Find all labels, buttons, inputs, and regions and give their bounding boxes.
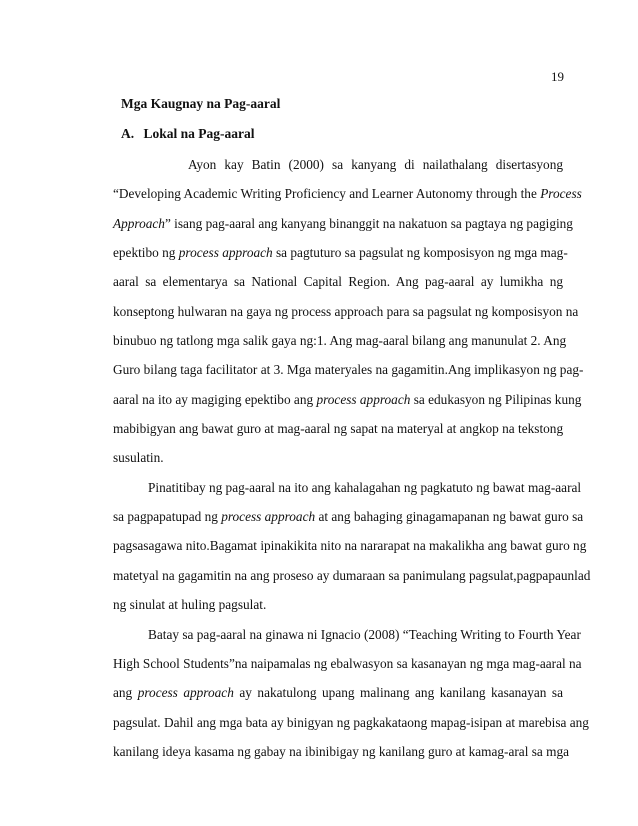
section-heading: Mga Kaugnay na Pag-aaral: [121, 96, 281, 111]
paragraph-3-line-5: kanilang ideya kasama ng gabay na ibinibigay ng kanilang guro at kamag-aral sa mga: [113, 743, 570, 759]
subsection-title: Lokal na Pag-aaral: [143, 126, 255, 141]
subsection-letter: A.: [121, 126, 135, 141]
paragraph-3-line-2: High School Students”na naipamalas ng ebalwasyon sa kasanayan ng mga mag-aaral na: [113, 655, 582, 671]
paragraph-1-line-3: Approach” isang pag-aaral ang kanyang binanggit na nakatuon sa pagtaya ng pagiging: [113, 215, 573, 231]
paragraph-1-line-9: aaral na ito ay magiging epektibo ang process approach sa edukasyon ng Pilipinas kung: [113, 391, 582, 407]
paragraph-1-line-11: susulatin.: [113, 450, 164, 466]
paragraph-2-line-3: pagsasagawa nito.Bagamat ipinakikita nito na nararapat na makalikha ang bawat guro ng: [113, 538, 587, 554]
paragraph-2-line-4: matetyal na gagamitin na ang proseso ay dumaraan sa panimulang pagsulat,pagpapaunlad: [113, 567, 591, 583]
subsection-heading: [121, 126, 255, 142]
paragraph-2-line-1: Pinatitibay ng pag-aaral na ito ang kahalagahan ng pagkatuto ng bawat mag-aaral: [148, 479, 582, 495]
paragraph-1-line-10: mabibigyan ang bawat guro at mag-aaral ng sapat na materyal at angkop na tekstong: [113, 421, 564, 437]
paragraph-3-line-4: pagsulat. Dahil ang mga bata ay binigyan ng pagkakataong mapag-isipan at marebisa ang: [113, 714, 589, 730]
paragraph-1-line-6: konseptong hulwaran na gaya ng process approach para sa pagsulat ng komposisyon na: [113, 303, 579, 319]
paragraph-1-line-7: binubuo ng tatlong mga salik gaya ng:1. Ang mag-aaral bilang ang manunulat 2. Ang: [113, 333, 567, 349]
paragraph-1-line-1: Ayon kay Batin (2000) sa kanyang di nailathalang disertasyong: [188, 157, 563, 172]
paragraph-1-line-4: epektibo ng process approach sa pagtuturo sa pagsulat ng komposisyon ng mga mag-: [113, 245, 568, 261]
page-number: 19: [551, 69, 564, 84]
paragraph-2-line-5: ng sinulat at huling pagsulat.: [113, 597, 267, 613]
paragraph-3-line-3: ang process approach ay nakatulong upang malinang ang kanilang kasanayan sa: [113, 685, 563, 701]
paragraph-1-line-2: “Developing Academic Writing Proficiency and Learner Autonomy through the Process: [113, 186, 582, 202]
paragraph-1-line-8: Guro bilang taga facilitator at 3. Mga materyales na gagamitin.Ang implikasyon ng pag-: [113, 362, 584, 378]
paragraph-2-line-2: sa pagpapatupad ng process approach at ang bahaging ginagamapanan ng bawat guro sa: [113, 509, 584, 525]
paragraph-3-line-1: Batay sa pag-aaral na ginawa ni Ignacio (2008) “Teaching Writing to Fourth Year: [148, 626, 581, 642]
paragraph-1-line-5: aaral sa elementarya sa National Capital Region. Ang pag-aaral ay lumikha ng: [113, 274, 563, 290]
body-text: [113, 150, 591, 766]
